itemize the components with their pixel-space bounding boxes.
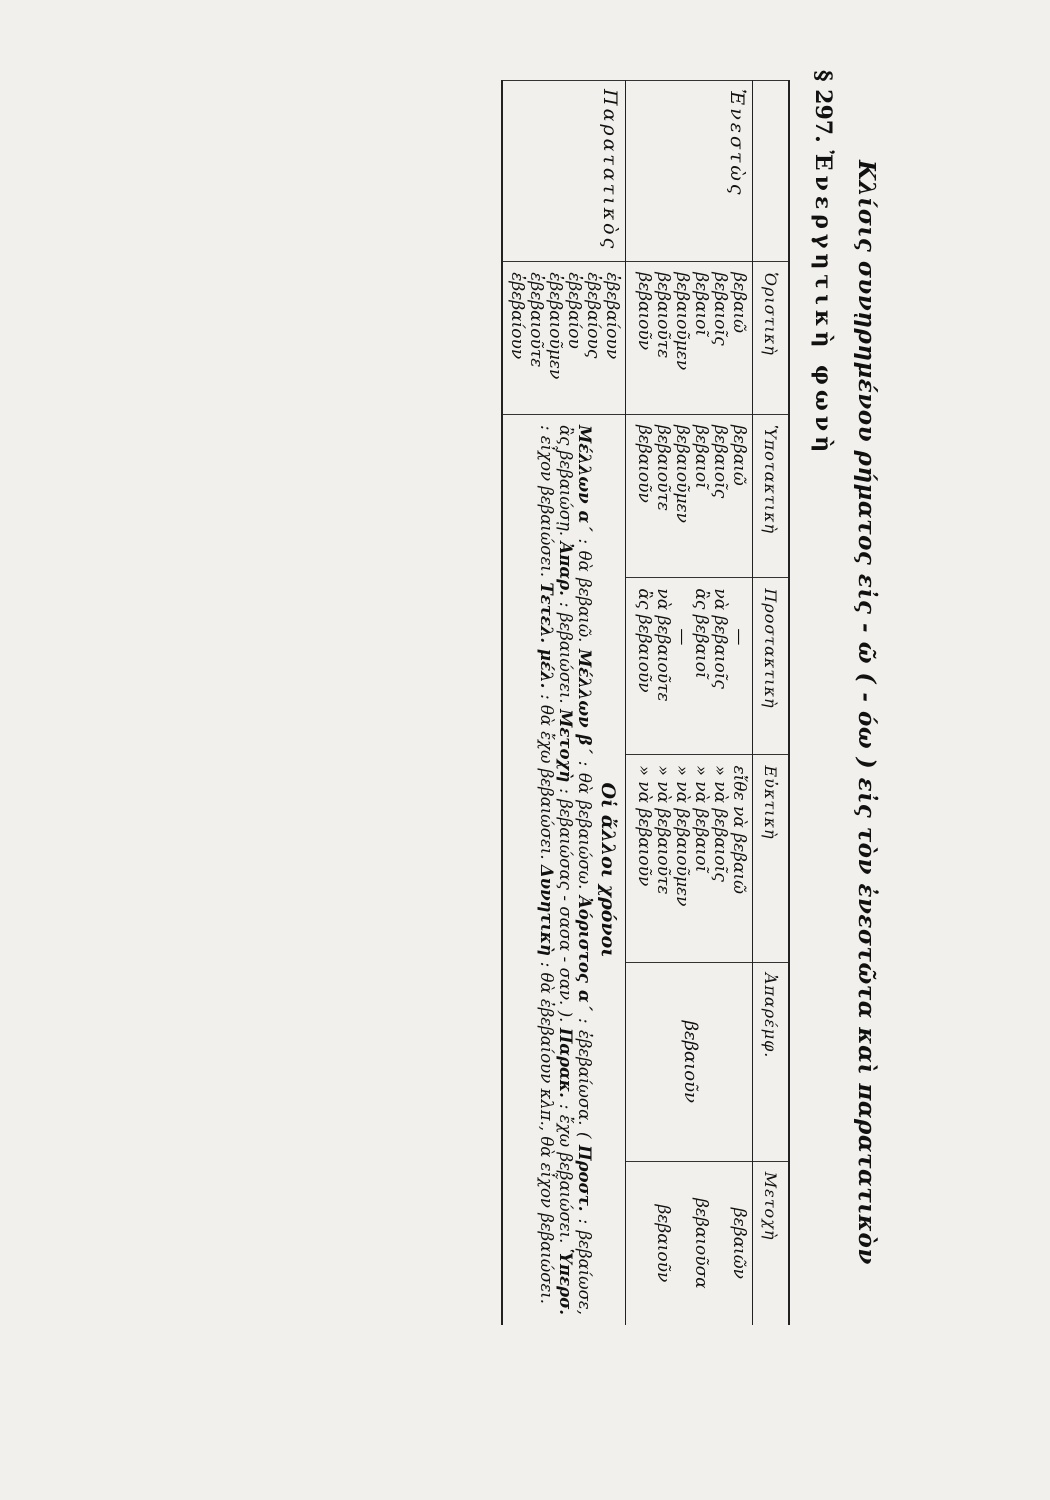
cell-paratatikos-oristiki (502, 262, 626, 415)
header-metoxi: Μετοχὴ (753, 1161, 790, 1325)
tense-label: Μετοχὴ (556, 709, 575, 789)
tense-label: Ἀπαρ. (556, 541, 575, 602)
header-aparemfato: Ἀπαρέμφ. (753, 962, 790, 1161)
cell-enestos-prostaktiki (626, 578, 753, 755)
form: ἐβεβαιοῦμεν (545, 272, 565, 380)
table-header-row (753, 81, 790, 1326)
form: ἐβεβαίουν (602, 272, 622, 360)
cell-enestos-aparemfato: βεβαιοῦν (626, 962, 753, 1161)
tense-form: : βεβαιώσει. (556, 601, 575, 710)
tense-form: : ἐβεβαίωσα. ( (575, 1017, 594, 1145)
form: » νὰ βεβαιοῖς (710, 765, 730, 882)
section-number: § 297. (810, 70, 836, 143)
spacer (710, 1172, 729, 1315)
form: νὰ βεβαιοῖς (710, 588, 730, 689)
form: » νὰ βεβαιοῦμεν (672, 765, 692, 907)
tense-form: : ἔχω βεβαιώσει. (556, 1103, 575, 1249)
row-label-paratatikos (502, 81, 626, 262)
form: βεβαιῶ (729, 272, 749, 334)
form: βεβαιοῦσα (691, 1198, 711, 1289)
row-label-enestos (626, 81, 753, 262)
tense-label: Ὑπερσ. (556, 1248, 575, 1315)
form: εἴθε νὰ βεβαιῶ (729, 765, 749, 895)
page-title: Κλίσις συνῃρημένου ρήματος εἰς - ῶ ( - όω ) εἰς τὸν ἐνεστῶτα καὶ παρατατικὸν (853, 160, 880, 1265)
tense-label: Δυνητικὴ (537, 864, 556, 962)
cell-enestos-oristiki (626, 262, 753, 415)
form: — (729, 628, 749, 646)
tense-form: : θὰ ἐβεβαίουν κλπ., θὰ εἶχον βεβαιώσει. (537, 961, 556, 1305)
form: βεβαιοῖς (710, 272, 730, 346)
form: ἐβεβαιοῦτε (526, 272, 546, 368)
tense-form: : βεβαίωσε, ἂς βεβαιώσῃ. (556, 424, 594, 1315)
form: » νὰ βεβαιοῦτε (653, 765, 673, 895)
form: βεβαιοῦμεν (672, 424, 692, 523)
form: ἂς βεβαιοῦν (634, 588, 654, 693)
header-oristiki: Ὁριστικὴ (753, 262, 790, 415)
form: — (672, 628, 692, 646)
tense-form: : εἶχον βεβαιώσει. (537, 424, 556, 583)
tense-form: : βεβαιώσας - σασα - σαν. ). (556, 788, 575, 1028)
section-heading (810, 70, 836, 1230)
tense-form: : θὰ βεβαιώσω. (575, 760, 594, 896)
tense-label: Προστ. (575, 1144, 594, 1219)
tense-label: Τετελ. μέλ. (537, 582, 556, 695)
form: » νὰ βεβαιοῦν (634, 765, 654, 887)
row-label-text: Ἐνεστὼς (726, 89, 748, 198)
form: ἐβεβαίους (583, 272, 603, 359)
form: » νὰ βεβαιοῖ (691, 765, 711, 873)
form: ἐβεβαίουν (507, 272, 527, 360)
spacer (672, 1172, 691, 1315)
header-label (753, 81, 790, 262)
form: βεβαιῶ (729, 424, 749, 486)
tense-label: Μέλλων α΄ (575, 424, 594, 539)
tense-form: : θὰ βεβαιῶ. (575, 538, 594, 649)
other-tenses-block (502, 414, 626, 1325)
cell-enestos-ypotaktiki (626, 414, 753, 577)
header-efktiki: Εὐκτικὴ (753, 755, 790, 962)
form: βεβαιοῖ (691, 424, 711, 489)
header-prostaktiki: Προστακτικὴ (753, 578, 790, 755)
other-tenses-title: Οἱ ἄλλοι χρόνοι (597, 782, 619, 958)
voice-heading: Ἐνεργητικὴ φωνὴ (810, 150, 836, 458)
rotated-sheet (250, 70, 890, 1330)
form: βεβαιοῦτε (653, 424, 673, 511)
tense-form: : θὰ ἔχω βεβαιώσει. (537, 694, 556, 865)
form: βεβαιοῖς (710, 424, 730, 499)
other-tenses-text (537, 425, 594, 1315)
cell-enestos-metoxi (626, 1161, 753, 1325)
table-row-paratatikos (502, 81, 626, 1326)
form: βεβαιῶν (729, 1207, 749, 1279)
header-ypotaktiki: Ὑποτακτικὴ (753, 414, 790, 577)
conjugation-table (501, 80, 790, 1325)
row-label-text: Παρατατικὸς (599, 89, 621, 252)
tense-label: Παρακ. (556, 1027, 575, 1104)
tense-label: Μέλλων β΄ (575, 648, 594, 761)
form: ἐβεβαίου (564, 272, 584, 349)
form: βεβαιοῦν (634, 424, 654, 503)
form: βεβαιοῖ (691, 272, 711, 337)
form: βεβαιοῦτε (653, 272, 673, 359)
form: βεβαιοῦν (653, 1204, 673, 1283)
cell-enestos-efktiki (626, 755, 753, 962)
form: ἂς βεβαιοῖ (691, 588, 711, 679)
form: βεβαιοῦν (634, 272, 654, 351)
form: βεβαιοῦμεν (672, 272, 692, 371)
form: νὰ βεβαιοῦτε (653, 588, 673, 702)
table-row-enestos (626, 81, 753, 1326)
tense-label: Ἀόριστος α΄ (575, 895, 594, 1018)
